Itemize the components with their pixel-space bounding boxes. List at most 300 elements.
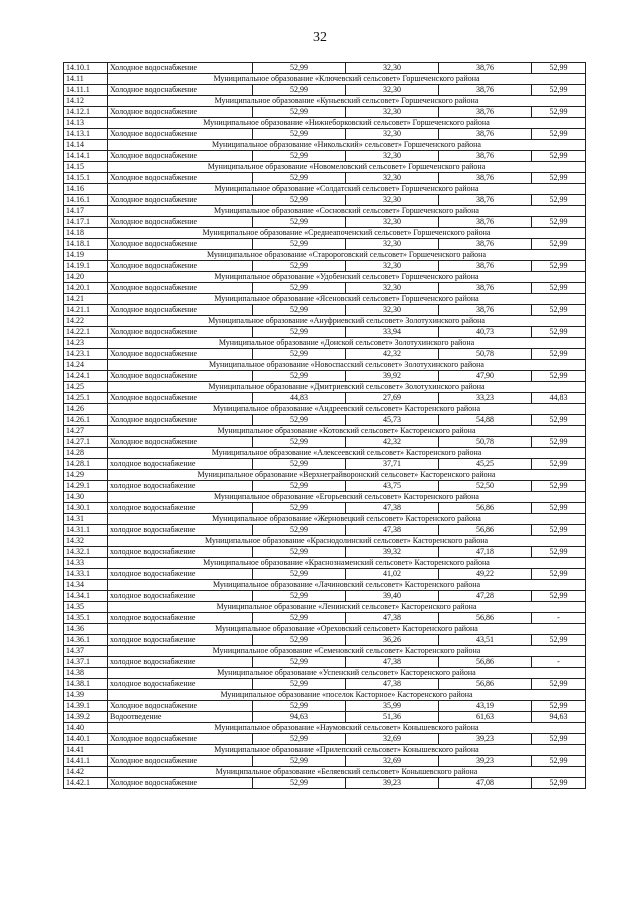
municipality-header-row [64,140,586,151]
row-number: 14.11.1 [64,85,108,96]
row-number: 14.29 [64,470,108,481]
tariff-value-1: 52,99 [253,679,346,690]
tariff-table-body [64,63,586,789]
row-number: 14.24.1 [64,371,108,382]
municipality-header-row [64,767,586,778]
tariff-value-2: 37,71 [346,459,439,470]
municipality-title: Муниципальное образование «Удобенский сельсовет» Горшеченского района [108,272,586,283]
tariff-row [64,85,586,96]
page-number: 32 [313,30,327,45]
municipality-header-row [64,602,586,613]
row-number: 14.35 [64,602,108,613]
tariff-value-1: 52,99 [253,107,346,118]
row-number: 14.38 [64,668,108,679]
service-name: Холодное водоснабжение [108,129,253,140]
tariff-row [64,756,586,767]
tariff-value-1: 52,99 [253,349,346,360]
municipality-title: Муниципальное образование «Наумовский сельсовет» Конышевского района [108,723,586,734]
tariff-value-2: 32,30 [346,305,439,316]
row-number: 14.28 [64,448,108,459]
tariff-value-3: 38,76 [439,217,532,228]
row-number: 14.37.1 [64,657,108,668]
tariff-value-3: 38,76 [439,239,532,250]
tariff-value-4: 52,99 [532,173,586,184]
municipality-title: Муниципальное образование «Никольский» сельсовет» Горшеченского района [108,140,586,151]
row-number: 14.30 [64,492,108,503]
service-name: Холодное водоснабжение [108,107,253,118]
municipality-title: Муниципальное образование «Дмитриевский сельсовет» Золотухинского района [108,382,586,393]
row-number: 14.34 [64,580,108,591]
service-name: Холодное водоснабжение [108,415,253,426]
tariff-row [64,129,586,140]
tariff-row [64,459,586,470]
row-number: 14.32 [64,536,108,547]
municipality-title: Муниципальное образование «Беляевский сельсовет» Конышевского района [108,767,586,778]
tariff-value-4: 52,99 [532,756,586,767]
tariff-row [64,305,586,316]
row-number: 14.34.1 [64,591,108,602]
tariff-value-2: 32,30 [346,239,439,250]
service-name: Холодное водоснабжение [108,778,253,789]
tariff-row [64,503,586,514]
municipality-title: Муниципальное образование «Краснодолинский сельсовет» Касторенского района [108,536,586,547]
row-number: 14.26 [64,404,108,415]
tariff-value-2: 32,30 [346,217,439,228]
row-number: 14.40.1 [64,734,108,745]
tariff-value-1: 52,99 [253,547,346,558]
tariff-value-2: 47,38 [346,679,439,690]
tariff-value-4: 52,99 [532,151,586,162]
service-name: Холодное водоснабжение [108,239,253,250]
tariff-value-2: 43,75 [346,481,439,492]
municipality-title: Муниципальное образование «Среднеапоченский сельсовет» Горшеченского района [108,228,586,239]
municipality-header-row [64,338,586,349]
service-name: Холодное водоснабжение [108,283,253,294]
tariff-value-2: 32,30 [346,107,439,118]
tariff-value-1: 52,99 [253,525,346,536]
row-number: 14.36.1 [64,635,108,646]
municipality-header-row [64,514,586,525]
municipality-header-row [64,690,586,701]
tariff-value-1: 52,99 [253,173,346,184]
row-number: 14.23.1 [64,349,108,360]
service-name: холодное водоснабжение [108,525,253,536]
row-number: 14.22.1 [64,327,108,338]
tariff-row [64,327,586,338]
tariff-row [64,734,586,745]
tariff-value-1: 52,99 [253,756,346,767]
tariff-value-4: 44,83 [532,393,586,404]
municipality-title: Муниципальное образование «Солдатский сельсовет» Горшеченского района [108,184,586,195]
tariff-value-1: 52,99 [253,778,346,789]
tariff-value-1: 52,99 [253,569,346,580]
service-name: Холодное водоснабжение [108,195,253,206]
tariff-row [64,107,586,118]
tariff-row [64,437,586,448]
municipality-header-row [64,206,586,217]
municipality-header-row [64,228,586,239]
tariff-value-2: 39,92 [346,371,439,382]
row-number: 14.10.1 [64,63,108,74]
row-number: 14.42 [64,767,108,778]
municipality-header-row [64,272,586,283]
tariff-value-2: 33,94 [346,327,439,338]
municipality-header-row [64,250,586,261]
row-number: 14.12 [64,96,108,107]
tariff-value-1: 52,99 [253,734,346,745]
tariff-value-2: 45,73 [346,415,439,426]
tariff-row [64,217,586,228]
municipality-header-row [64,74,586,85]
tariff-row [64,415,586,426]
service-name: Водоотведение [108,712,253,723]
tariff-value-4: 52,99 [532,327,586,338]
tariff-row [64,547,586,558]
tariff-value-4: 52,99 [532,217,586,228]
tariff-value-3: 38,76 [439,261,532,272]
tariff-value-1: 52,99 [253,261,346,272]
municipality-header-row [64,404,586,415]
tariff-value-3: 43,51 [439,635,532,646]
row-number: 14.30.1 [64,503,108,514]
tariff-value-3: 38,76 [439,129,532,140]
row-number: 14.25 [64,382,108,393]
tariff-value-1: 44,83 [253,393,346,404]
tariff-value-3: 47,18 [439,547,532,558]
municipality-title: Муниципальное образование «Лачиновский сельсовет» Касторенского района [108,580,586,591]
tariff-value-3: 38,76 [439,107,532,118]
tariff-value-3: 49,22 [439,569,532,580]
service-name: Холодное водоснабжение [108,217,253,228]
municipality-header-row [64,294,586,305]
tariff-value-1: 52,99 [253,305,346,316]
municipality-title: Муниципальное образование «Жерновецкий сельсовет» Касторенского района [108,514,586,525]
service-name: холодное водоснабжение [108,547,253,558]
row-number: 14.21 [64,294,108,305]
tariff-row [64,712,586,723]
tariff-value-1: 52,99 [253,327,346,338]
service-name: Холодное водоснабжение [108,371,253,382]
municipality-title: Муниципальное образование «Ореховский сельсовет» Касторенского района [108,624,586,635]
row-number: 14.39.2 [64,712,108,723]
tariff-value-2: 32,30 [346,283,439,294]
tariff-value-2: 32,30 [346,85,439,96]
tariff-value-3: 56,86 [439,657,532,668]
tariff-value-4: 94,63 [532,712,586,723]
municipality-title: Муниципальное образование «Ануфриевский сельсовет» Золотухинского района [108,316,586,327]
tariff-value-4: 52,99 [532,85,586,96]
tariff-value-1: 52,99 [253,85,346,96]
tariff-value-1: 52,99 [253,371,346,382]
municipality-header-row [64,360,586,371]
tariff-row [64,239,586,250]
tariff-value-2: 32,30 [346,261,439,272]
tariff-value-2: 32,69 [346,756,439,767]
tariff-value-4: 52,99 [532,569,586,580]
tariff-value-3: 40,73 [439,327,532,338]
tariff-row [64,151,586,162]
tariff-value-2: 51,36 [346,712,439,723]
tariff-row [64,173,586,184]
tariff-value-1: 52,99 [253,217,346,228]
row-number: 14.16 [64,184,108,195]
tariff-value-1: 52,99 [253,613,346,624]
tariff-value-1: 52,99 [253,151,346,162]
tariff-value-2: 32,30 [346,63,439,74]
tariff-value-4: 52,99 [532,129,586,140]
service-name: холодное водоснабжение [108,679,253,690]
row-number: 14.12.1 [64,107,108,118]
tariff-value-3: 45,25 [439,459,532,470]
service-name: Холодное водоснабжение [108,63,253,74]
service-name: Холодное водоснабжение [108,151,253,162]
tariff-value-1: 52,99 [253,283,346,294]
municipality-header-row [64,723,586,734]
tariff-value-3: 38,76 [439,151,532,162]
tariff-value-4: 52,99 [532,481,586,492]
tariff-value-2: 32,30 [346,173,439,184]
tariff-row [64,481,586,492]
tariff-row [64,591,586,602]
row-number: 14.23 [64,338,108,349]
tariff-value-2: 32,30 [346,151,439,162]
municipality-header-row [64,558,586,569]
tariff-value-3: 52,50 [439,481,532,492]
tariff-value-4: 52,99 [532,635,586,646]
row-number: 14.28.1 [64,459,108,470]
tariff-value-4: 52,99 [532,107,586,118]
municipality-title: Муниципальное образование «Куньевский сельсовет» Горшеченского района [108,96,586,107]
tariff-value-2: 32,69 [346,734,439,745]
row-number: 14.31.1 [64,525,108,536]
service-name: Холодное водоснабжение [108,734,253,745]
service-name: Холодное водоснабжение [108,261,253,272]
tariff-row [64,635,586,646]
tariff-value-3: 47,90 [439,371,532,382]
tariff-row [64,349,586,360]
municipality-header-row [64,382,586,393]
tariff-value-2: 39,23 [346,778,439,789]
municipality-title: Муниципальное образование «Алексеевский сельсовет» Касторенского района [108,448,586,459]
row-number: 14.20 [64,272,108,283]
service-name: холодное водоснабжение [108,613,253,624]
tariff-value-4: 52,99 [532,283,586,294]
tariff-value-3: 39,23 [439,734,532,745]
row-number: 14.33.1 [64,569,108,580]
municipality-header-row [64,316,586,327]
service-name: холодное водоснабжение [108,635,253,646]
tariff-value-2: 42,32 [346,349,439,360]
municipality-title: Муниципальное образование «Семеновский сельсовет» Касторенского района [108,646,586,657]
tariff-value-4: 52,99 [532,679,586,690]
service-name: Холодное водоснабжение [108,327,253,338]
row-number: 14.42.1 [64,778,108,789]
municipality-title: Муниципальное образование «Старороговский сельсовет» Горшеченского района [108,250,586,261]
tariff-table [63,62,586,789]
municipality-header-row [64,668,586,679]
tariff-value-4: 52,99 [532,437,586,448]
service-name: холодное водоснабжение [108,503,253,514]
municipality-header-row [64,646,586,657]
tariff-value-1: 94,63 [253,712,346,723]
tariff-row [64,657,586,668]
tariff-value-2: 47,38 [346,657,439,668]
tariff-value-2: 47,38 [346,525,439,536]
tariff-value-1: 52,99 [253,129,346,140]
municipality-title: Муниципальное образование «Ключевский сельсовет» Горшеченского района [108,74,586,85]
row-number: 14.38.1 [64,679,108,690]
tariff-value-2: 39,32 [346,547,439,558]
tariff-value-2: 47,38 [346,503,439,514]
tariff-value-3: 38,76 [439,305,532,316]
tariff-row [64,393,586,404]
row-number: 14.33 [64,558,108,569]
tariff-value-1: 52,99 [253,415,346,426]
row-number: 14.37 [64,646,108,657]
municipality-title: Муниципальное образование «Успенский сельсовет» Касторенского района [108,668,586,679]
tariff-value-1: 52,99 [253,591,346,602]
municipality-header-row [64,426,586,437]
tariff-value-4: - [532,657,586,668]
row-number: 14.41.1 [64,756,108,767]
municipality-title: Муниципальное образование «Котовский сельсовет» Касторенского района [108,426,586,437]
tariff-value-1: 52,99 [253,701,346,712]
municipality-header-row [64,96,586,107]
tariff-value-3: 43,19 [439,701,532,712]
municipality-title: Муниципальное образование «Краснознаменский сельсовет» Касторенского района [108,558,586,569]
municipality-header-row [64,448,586,459]
tariff-value-1: 52,99 [253,635,346,646]
tariff-value-2: 47,38 [346,613,439,624]
row-number: 14.29.1 [64,481,108,492]
tariff-value-4: 52,99 [532,525,586,536]
tariff-value-1: 52,99 [253,437,346,448]
row-number: 14.40 [64,723,108,734]
tariff-row [64,283,586,294]
row-number: 14.24 [64,360,108,371]
tariff-row [64,778,586,789]
municipality-title: Муниципальное образование «Нижнеборковский сельсовет» Горшеченского района [108,118,586,129]
row-number: 14.35.1 [64,613,108,624]
tariff-value-3: 47,08 [439,778,532,789]
tariff-value-3: 33,23 [439,393,532,404]
tariff-value-3: 61,63 [439,712,532,723]
tariff-value-4: 52,99 [532,547,586,558]
tariff-value-2: 42,32 [346,437,439,448]
municipality-title: Муниципальное образование «Новомеловский сельсовет» Горшеченского района [108,162,586,173]
service-name: холодное водоснабжение [108,459,253,470]
service-name: холодное водоснабжение [108,569,253,580]
tariff-row [64,261,586,272]
tariff-value-3: 56,86 [439,525,532,536]
municipality-header-row [64,536,586,547]
municipality-title: Муниципальное образование «Сосновский сельсовет» Горшеченского района [108,206,586,217]
tariff-value-3: 50,78 [439,349,532,360]
row-number: 14.41 [64,745,108,756]
row-number: 14.11 [64,74,108,85]
municipality-header-row [64,580,586,591]
row-number: 14.32.1 [64,547,108,558]
row-number: 14.27.1 [64,437,108,448]
municipality-header-row [64,745,586,756]
service-name: холодное водоснабжение [108,591,253,602]
tariff-value-4: 52,99 [532,63,586,74]
tariff-value-4: 52,99 [532,349,586,360]
tariff-value-4: 52,99 [532,701,586,712]
tariff-value-1: 52,99 [253,657,346,668]
row-number: 14.14.1 [64,151,108,162]
tariff-row [64,679,586,690]
tariff-value-3: 38,76 [439,85,532,96]
tariff-value-2: 41,02 [346,569,439,580]
tariff-value-1: 52,99 [253,503,346,514]
tariff-value-3: 38,76 [439,63,532,74]
tariff-value-2: 39,40 [346,591,439,602]
service-name: Холодное водоснабжение [108,85,253,96]
row-number: 14.15.1 [64,173,108,184]
service-name: холодное водоснабжение [108,481,253,492]
municipality-title: Муниципальное образование «Верхнеграйворонский сельсовет» Касторенского района [108,470,586,481]
tariff-value-4: 52,99 [532,778,586,789]
municipality-title: Муниципальное образование «Андреевский сельсовет» Касторенского района [108,404,586,415]
tariff-value-3: 39,23 [439,756,532,767]
tariff-row [64,569,586,580]
row-number: 14.21.1 [64,305,108,316]
row-number: 14.39.1 [64,701,108,712]
tariff-value-2: 36,26 [346,635,439,646]
row-number: 14.19 [64,250,108,261]
tariff-value-4: 52,99 [532,734,586,745]
municipality-header-row [64,118,586,129]
tariff-value-4: 52,99 [532,459,586,470]
tariff-row [64,371,586,382]
municipality-title: Муниципальное образование «Новоспасский сельсовет» Золотухинского района [108,360,586,371]
row-number: 14.26.1 [64,415,108,426]
service-name: Холодное водоснабжение [108,756,253,767]
tariff-value-4: 52,99 [532,415,586,426]
tariff-value-3: 38,76 [439,283,532,294]
row-number: 14.16.1 [64,195,108,206]
municipality-header-row [64,162,586,173]
row-number: 14.13.1 [64,129,108,140]
row-number: 14.36 [64,624,108,635]
row-number: 14.20.1 [64,283,108,294]
tariff-value-3: 38,76 [439,195,532,206]
row-number: 14.17.1 [64,217,108,228]
tariff-value-1: 52,99 [253,459,346,470]
service-name: Холодное водоснабжение [108,305,253,316]
service-name: Холодное водоснабжение [108,437,253,448]
tariff-value-4: 52,99 [532,591,586,602]
tariff-value-4: 52,99 [532,305,586,316]
tariff-value-3: 56,86 [439,679,532,690]
row-number: 14.19.1 [64,261,108,272]
tariff-value-3: 54,88 [439,415,532,426]
service-name: холодное водоснабжение [108,657,253,668]
tariff-value-4: 52,99 [532,503,586,514]
row-number: 14.18 [64,228,108,239]
row-number: 14.27 [64,426,108,437]
tariff-row [64,195,586,206]
tariff-value-1: 52,99 [253,63,346,74]
row-number: 14.39 [64,690,108,701]
tariff-value-3: 50,78 [439,437,532,448]
tariff-value-1: 52,99 [253,239,346,250]
tariff-row [64,63,586,74]
tariff-value-4: 52,99 [532,261,586,272]
row-number: 14.31 [64,514,108,525]
row-number: 14.14 [64,140,108,151]
